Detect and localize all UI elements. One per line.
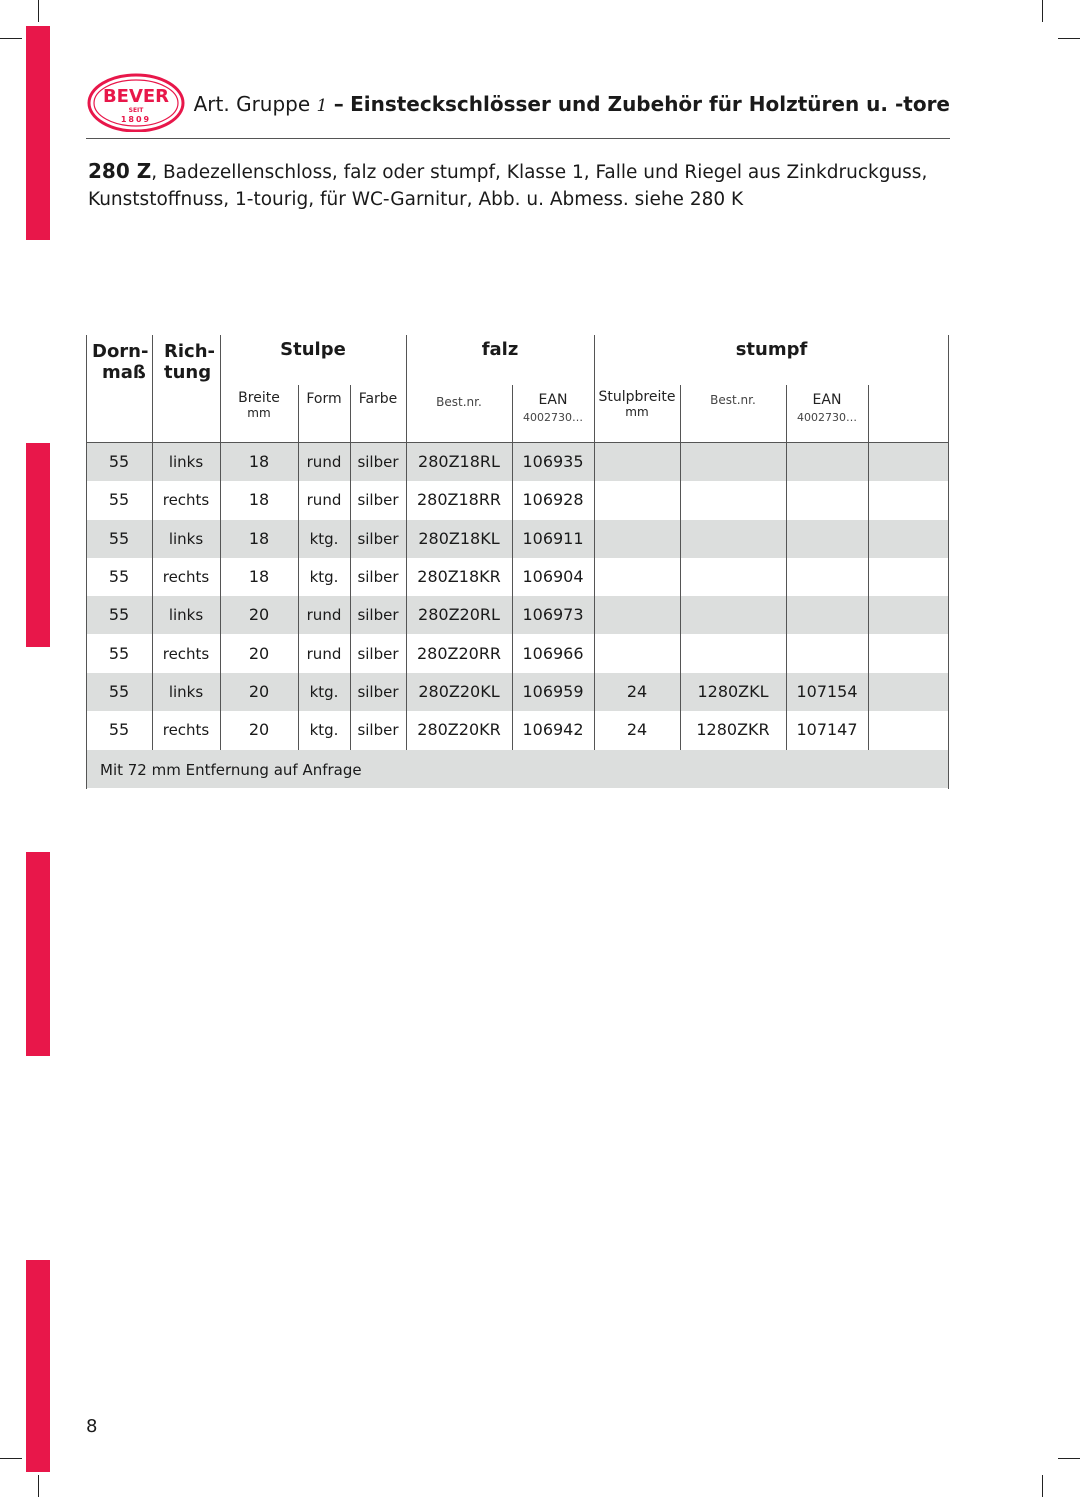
cell-stumpf-ean: 107147 — [796, 720, 858, 740]
cell-richtung: rechts — [162, 721, 210, 740]
crop-mark — [0, 1458, 22, 1459]
cell-richtung: links — [168, 529, 204, 548]
cell-breite: 20 — [248, 720, 270, 740]
cell-breite: 20 — [248, 643, 270, 663]
red-index-tab — [26, 443, 50, 647]
crop-mark — [38, 1475, 39, 1497]
header-breite — [220, 391, 298, 421]
table-row — [86, 520, 949, 558]
header-stumpf: stumpf — [735, 339, 808, 360]
header-stumpf-ean-prefix: 4002730… — [797, 411, 857, 424]
cell-falz-bestnr: 280Z18KR — [417, 566, 501, 586]
cell-falz-bestnr: 280Z18KL — [418, 528, 500, 548]
cell-form: rund — [306, 644, 342, 663]
cell-stumpf-bestnr: 1280ZKL — [697, 681, 769, 701]
product-description-text: , Badezellenschloss, falz oder stumpf, Klasse 1, Falle und Riegel aus Zinkdruckguss, — [151, 162, 928, 183]
header-stumpf-ean — [786, 392, 868, 426]
cell-stumpf-bestnr — [680, 481, 786, 519]
cell-form: ktg. — [309, 721, 339, 740]
logo-text: BEVER — [102, 86, 170, 107]
table-row — [86, 635, 949, 673]
product-description-line2: Kunststoffnuss, 1-tourig, für WC-Garnitur, Abb. u. Abmess. siehe 280 K — [88, 189, 744, 210]
cell-dornmass: 55 — [108, 681, 130, 701]
header-falz: falz — [481, 339, 519, 360]
table-row — [86, 711, 949, 749]
column-divider — [512, 385, 513, 750]
cell-richtung: rechts — [162, 567, 210, 586]
cell-falz-ean: 106966 — [522, 643, 584, 663]
cell-stulpbreite: 24 — [626, 720, 648, 740]
cell-form: ktg. — [309, 567, 339, 586]
column-divider — [350, 385, 351, 750]
cell-falz-bestnr: 280Z20RL — [418, 605, 500, 625]
cell-breite: 18 — [248, 452, 270, 471]
cell-richtung: links — [168, 453, 204, 471]
cell-stulpbreite — [594, 635, 680, 673]
cell-dornmass: 55 — [108, 566, 130, 586]
cell-richtung: links — [168, 606, 204, 625]
header-prefix: Art. Gruppe — [193, 92, 311, 116]
red-index-tab — [26, 26, 50, 240]
header-stumpf-ean-label: EAN — [812, 392, 842, 408]
column-divider — [948, 335, 949, 789]
cell-form: rund — [306, 453, 342, 471]
table-note: Mit 72 mm Entfernung auf Anfrage — [86, 750, 949, 788]
cell-stulpbreite — [594, 443, 680, 481]
cell-falz-bestnr: 280Z20KL — [418, 681, 500, 701]
cell-stulpbreite — [594, 520, 680, 558]
cell-farbe: silber — [357, 644, 399, 663]
table-row — [86, 443, 949, 481]
cell-falz-bestnr: 280Z18RL — [418, 452, 500, 471]
header-dornmass-line1: Dorn- — [92, 341, 149, 362]
cell-stumpf-ean — [786, 596, 868, 634]
cell-dornmass: 55 — [108, 528, 130, 548]
cell-stumpf-bestnr — [680, 558, 786, 596]
header-farbe: Farbe — [358, 391, 398, 407]
cell-richtung: rechts — [162, 491, 210, 510]
cell-falz-bestnr: 280Z20RR — [416, 643, 502, 663]
cell-farbe: silber — [357, 491, 399, 510]
column-divider — [220, 335, 221, 750]
cell-dornmass: 55 — [108, 452, 130, 471]
cell-stumpf-ean — [786, 558, 868, 596]
cell-breite: 18 — [248, 528, 270, 548]
header-stulpe: Stulpe — [280, 339, 346, 360]
crop-mark — [1058, 1458, 1080, 1459]
cell-farbe: silber — [357, 453, 399, 471]
table-row — [86, 481, 949, 519]
header-richtung — [164, 341, 224, 383]
cell-falz-bestnr: 280Z20KR — [417, 720, 501, 740]
cell-stumpf-bestnr — [680, 520, 786, 558]
page-number: 8 — [86, 1416, 98, 1437]
header-falz-ean — [512, 392, 594, 426]
column-divider — [680, 385, 681, 750]
header-stulpbreite — [594, 390, 680, 420]
cell-breite: 18 — [248, 566, 270, 586]
header-stulpbreite-label: Stulpbreite — [598, 389, 676, 405]
header-falz-bestnr: Best.nr. — [436, 395, 482, 409]
red-index-tab — [26, 1260, 50, 1472]
page-header — [86, 92, 950, 116]
crop-mark — [0, 38, 22, 39]
cell-stumpf-ean — [786, 481, 868, 519]
header-breite-unit: mm — [247, 406, 271, 420]
cell-falz-ean: 106935 — [522, 452, 584, 471]
header-dash: – — [333, 92, 344, 116]
cell-dornmass: 55 — [108, 643, 130, 663]
header-breite-label: Breite — [238, 390, 280, 406]
cell-falz-ean: 106973 — [522, 605, 584, 625]
cell-form: rund — [306, 606, 342, 625]
cell-stumpf-bestnr — [680, 443, 786, 481]
header-dornmass — [92, 341, 152, 383]
cell-stumpf-bestnr: 1280ZKR — [696, 720, 770, 740]
cell-stumpf-ean — [786, 635, 868, 673]
column-divider — [406, 335, 407, 750]
crop-mark — [1042, 0, 1043, 22]
cell-breite: 20 — [248, 605, 270, 625]
cell-stumpf-ean — [786, 520, 868, 558]
cell-richtung: rechts — [162, 644, 210, 663]
product-code: 280 Z — [88, 159, 152, 183]
header-stumpf-bestnr: Best.nr. — [710, 393, 756, 407]
header-falz-ean-label: EAN — [538, 392, 568, 408]
product-description — [88, 158, 948, 213]
cell-falz-ean: 106904 — [522, 566, 584, 586]
cell-stumpf-ean: 107154 — [796, 681, 858, 701]
cell-form: rund — [306, 491, 342, 510]
cell-farbe: silber — [357, 721, 399, 740]
cell-falz-ean: 106911 — [522, 528, 584, 548]
cell-breite: 20 — [248, 681, 270, 701]
crop-mark — [1042, 1475, 1043, 1497]
table-row — [86, 596, 949, 634]
logo-since: SEIT — [128, 107, 144, 114]
column-divider — [298, 385, 299, 750]
column-divider — [594, 335, 595, 750]
cell-falz-ean: 106942 — [522, 720, 584, 740]
header-title: Einsteckschlösser und Zubehör für Holztüren u. -tore — [350, 92, 950, 116]
cell-stulpbreite — [594, 558, 680, 596]
table-row — [86, 673, 949, 711]
header-group-number: 1 — [316, 96, 328, 116]
cell-richtung: links — [168, 682, 204, 701]
cell-falz-ean: 106959 — [522, 681, 584, 701]
header-rule — [86, 138, 950, 139]
header-dornmass-line2: maß — [102, 362, 146, 383]
cell-stulpbreite: 24 — [626, 681, 648, 701]
cell-breite: 18 — [248, 490, 270, 510]
cell-dornmass: 55 — [108, 720, 130, 740]
header-stulpbreite-unit: mm — [625, 405, 649, 419]
cell-falz-bestnr: 280Z18RR — [416, 490, 502, 510]
header-form: Form — [306, 391, 342, 407]
cell-farbe: silber — [357, 529, 399, 548]
cell-stumpf-ean — [786, 443, 868, 481]
red-index-tab — [26, 852, 50, 1056]
cell-form: ktg. — [309, 529, 339, 548]
column-divider — [86, 335, 87, 789]
cell-falz-ean: 106928 — [522, 490, 584, 510]
column-divider — [868, 385, 869, 750]
cell-farbe: silber — [357, 606, 399, 625]
header-divider — [86, 442, 949, 443]
header-richtung-line2: tung — [164, 362, 212, 383]
cell-stulpbreite — [594, 481, 680, 519]
table-row — [86, 558, 949, 596]
cell-stulpbreite — [594, 596, 680, 634]
cell-farbe: silber — [357, 567, 399, 586]
cell-stumpf-bestnr — [680, 596, 786, 634]
cell-stumpf-bestnr — [680, 635, 786, 673]
crop-mark — [1058, 38, 1080, 39]
cell-farbe: silber — [357, 682, 399, 701]
cell-dornmass: 55 — [108, 490, 130, 510]
header-falz-ean-prefix: 4002730… — [523, 411, 583, 424]
crop-mark — [38, 0, 39, 22]
product-table — [86, 335, 949, 789]
column-divider — [152, 335, 153, 750]
column-divider — [786, 385, 787, 750]
cell-dornmass: 55 — [108, 605, 130, 625]
logo-year: 1809 — [120, 115, 152, 124]
cell-form: ktg. — [309, 682, 339, 701]
header-richtung-line1: Rich- — [164, 341, 215, 362]
